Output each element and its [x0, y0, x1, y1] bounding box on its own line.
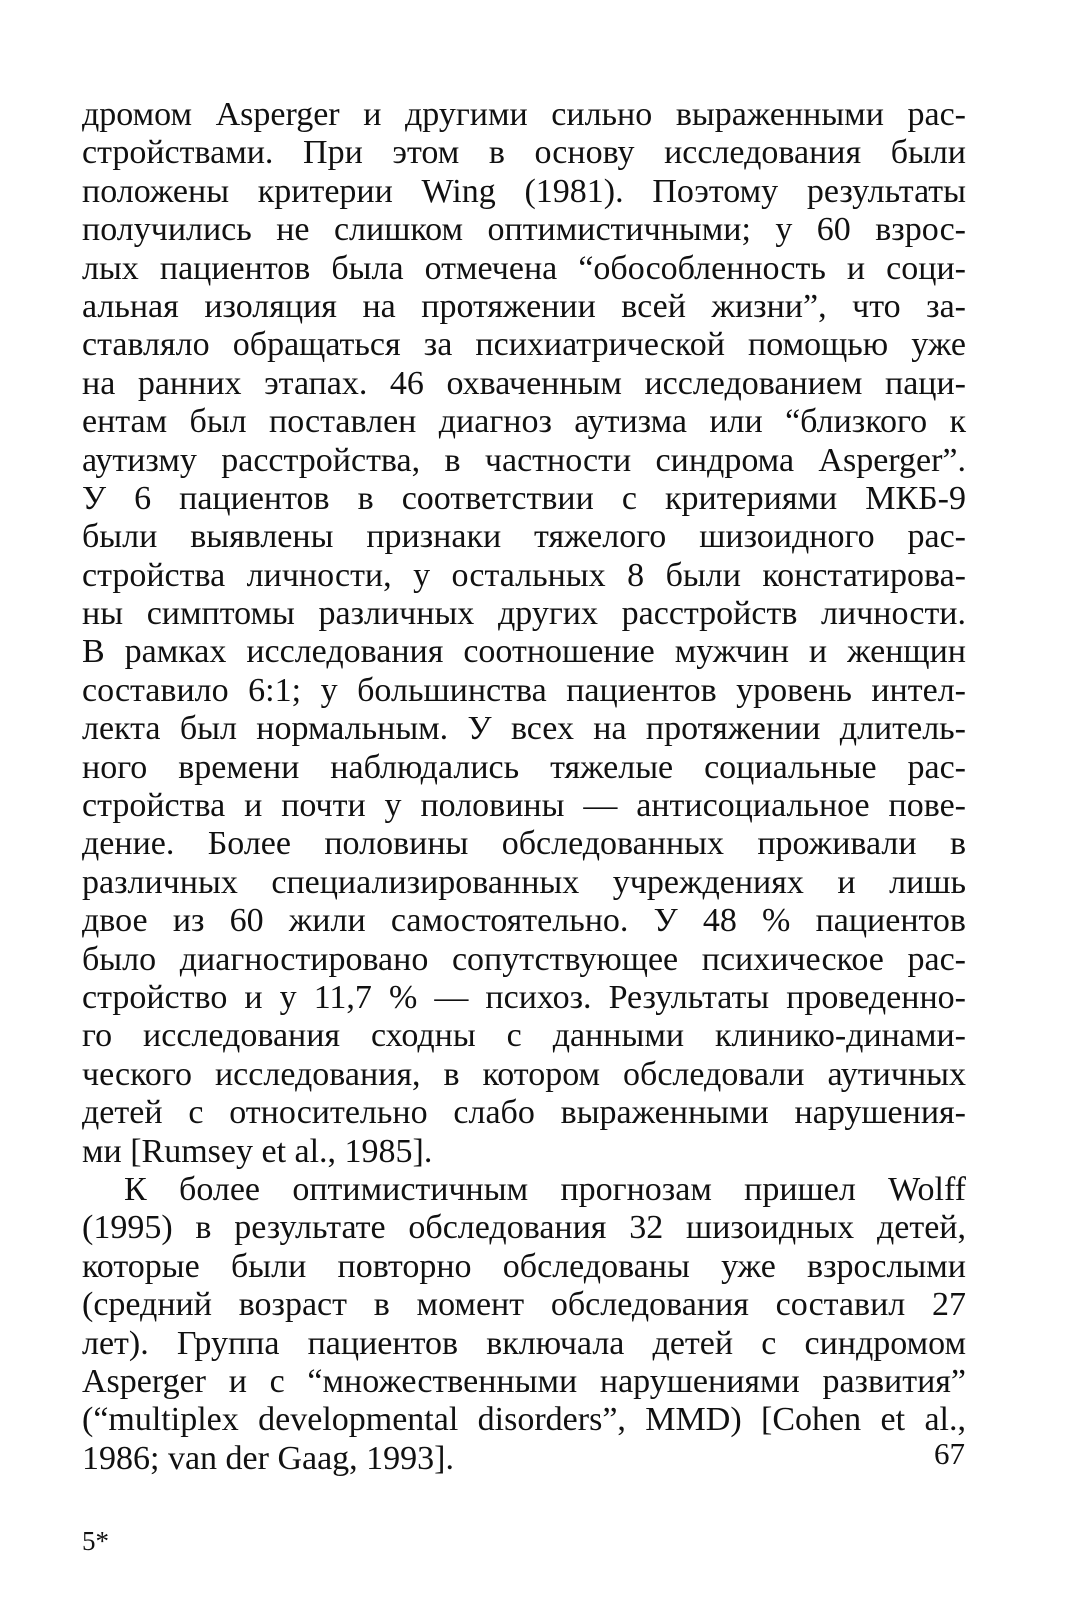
text-line: двое из 60 жили самостоятельно. У 48 % пациентов	[82, 902, 966, 940]
text-line: на ранних этапах. 46 охваченным исследованием паци-	[82, 364, 966, 402]
page-number: 67	[934, 1436, 965, 1471]
text-line: лых пациентов была отмечена “обособленность и соци-	[82, 249, 966, 287]
text-line: В рамках исследования соотношение мужчин и женщин	[82, 633, 966, 671]
text-line: ны симптомы различных других расстройств личности.	[82, 595, 966, 633]
text-line: ного времени наблюдались тяжелые социальные рас-	[82, 748, 966, 786]
text-line: ставляло обращаться за психиатрической помощью уже	[82, 326, 966, 364]
text-line: У 6 пациентов в соответствии с критериями МКБ-9	[82, 479, 966, 517]
text-line: положены критерии Wing (1981). Поэтому результаты	[82, 172, 966, 210]
text-line: различных специализированных учреждениях и лишь	[82, 863, 966, 901]
text-line: ческого исследования, в котором обследовали аутичных	[82, 1055, 966, 1093]
text-line: дение. Более половины обследованных проживали в	[82, 825, 966, 863]
text-line: детей с относительно слабо выраженными нарушения-	[82, 1094, 966, 1132]
text-line: ми [Rumsey et al., 1985].	[82, 1132, 433, 1170]
text-line: было диагностировано сопутствующее психическое рас-	[82, 940, 966, 978]
text-line: дромом Asperger и другими сильно выраженными рас-	[82, 96, 966, 133]
text-line: К более оптимистичным прогнозам пришел Wolff	[124, 1170, 966, 1208]
text-line: лет). Группа пациентов включала детей с синдромом	[82, 1324, 966, 1362]
text-line: были выявлены признаки тяжелого шизоидного рас-	[82, 518, 966, 556]
text-line: го исследования сходны с данными клинико-динами-	[82, 1017, 966, 1055]
text-line: (1995) в результате обследования 32 шизоидных детей,	[82, 1209, 966, 1247]
text-line: альная изоляция на протяжении всей жизни”, что за-	[82, 287, 966, 325]
text-line: (средний возраст в момент обследования составил 27	[82, 1286, 966, 1324]
text-line: составило 6:1; у большинства пациентов уровень интел-	[82, 671, 966, 709]
body-text	[82, 96, 966, 1478]
text-line: получились не слишком оптимистичными; у 60 взрос-	[82, 211, 966, 249]
text-line: стройства личности, у остальных 8 были констатирова-	[82, 556, 966, 594]
text-line: стройства и почти у половины — антисоциальное пове-	[82, 787, 966, 825]
text-line: которые были повторно обследованы уже взрослыми	[82, 1247, 966, 1285]
paragraph-1	[82, 96, 966, 1171]
paragraph-2	[82, 1171, 966, 1478]
text-line: Asperger и с “множественными нарушениями развития”	[82, 1362, 966, 1400]
signature-mark: 5*	[82, 1526, 109, 1556]
text-line: аутизму расстройства, в частности синдрома Asperger”.	[82, 441, 966, 479]
text-line: лекта был нормальным. У всех на протяжении длитель-	[82, 710, 966, 748]
text-line: (“multiplex developmental disorders”, MMD) [Cohen et al.,	[82, 1401, 966, 1439]
text-line: стройствами. При этом в основу исследования были	[82, 134, 966, 172]
text-line: 1986; van der Gaag, 1993].	[82, 1439, 455, 1477]
text-line: ентам был поставлен диагноз аутизма или “близкого к	[82, 403, 966, 441]
text-line: стройство и у 11,7 % — психоз. Результаты проведенно-	[82, 978, 966, 1016]
